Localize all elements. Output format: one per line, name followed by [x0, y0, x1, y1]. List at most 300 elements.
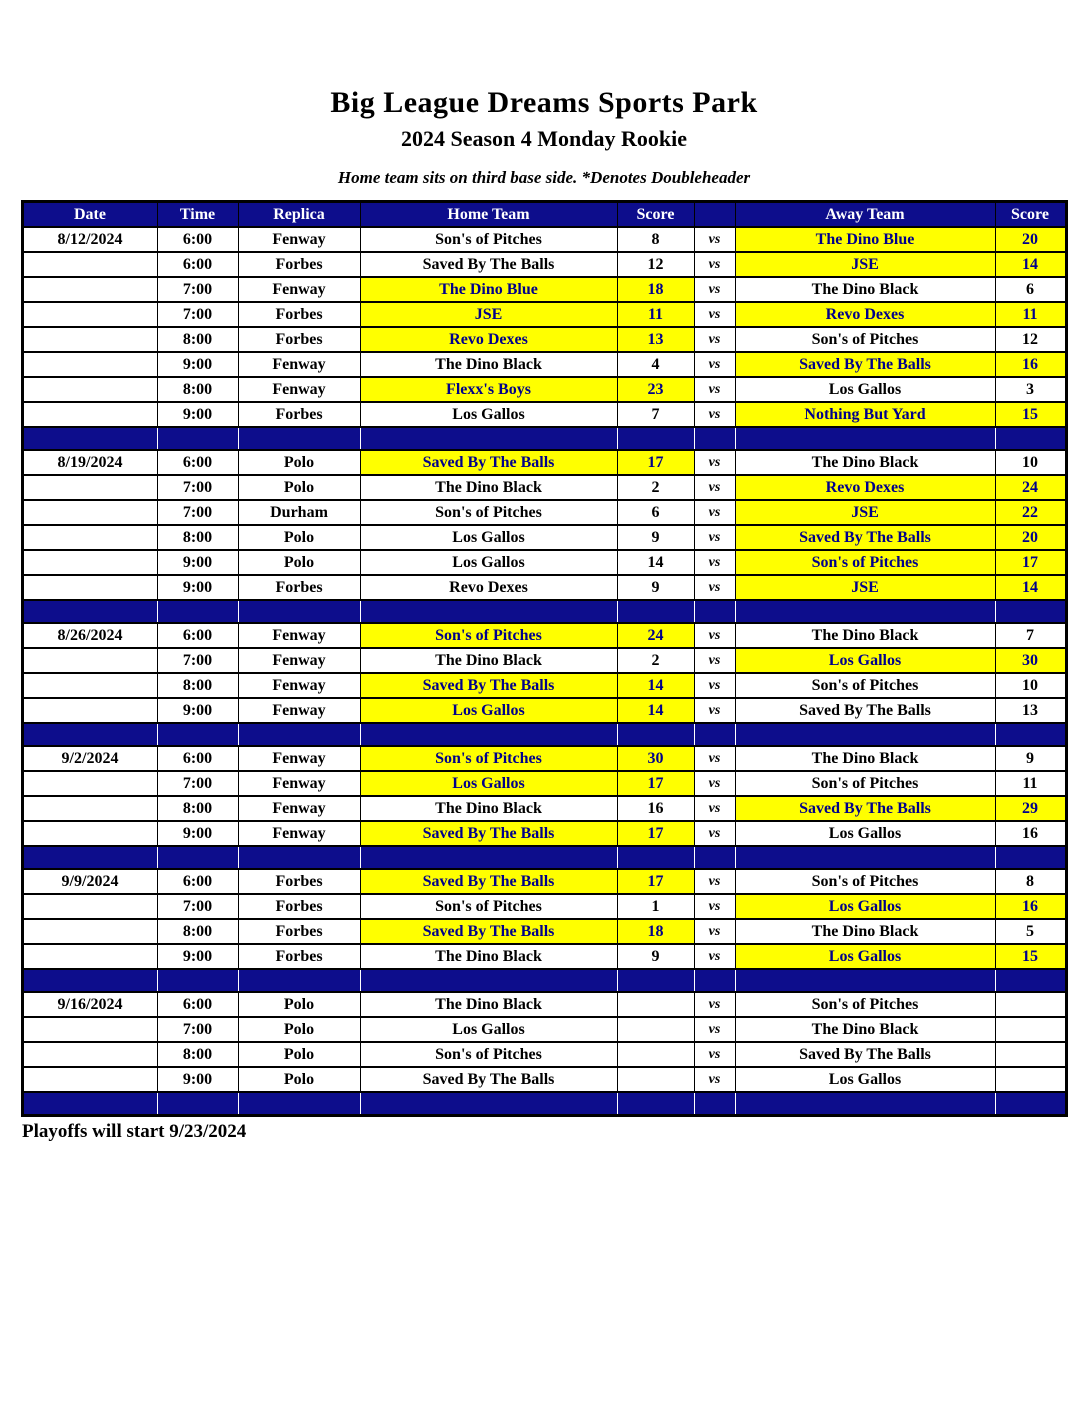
date-cell	[22, 944, 157, 969]
away-score-cell: 10	[995, 450, 1066, 475]
game-row	[22, 402, 1066, 427]
separator-cell	[22, 1092, 157, 1115]
time-cell: 8:00	[157, 796, 238, 821]
col-header-time: Time	[157, 202, 238, 228]
vs-label: vs	[694, 575, 735, 600]
vs-label: vs	[694, 623, 735, 648]
separator-cell	[360, 723, 617, 746]
home-team-cell: Son's of Pitches	[360, 894, 617, 919]
date-cell	[22, 673, 157, 698]
vs-label: vs	[694, 377, 735, 402]
away-score-cell: 10	[995, 673, 1066, 698]
separator-cell	[617, 427, 694, 450]
header-row	[22, 202, 1066, 228]
date-cell	[22, 821, 157, 846]
away-score-cell: 16	[995, 821, 1066, 846]
vs-label: vs	[694, 550, 735, 575]
home-score-cell: 17	[617, 771, 694, 796]
separator-row	[22, 600, 1066, 623]
time-cell: 7:00	[157, 302, 238, 327]
time-cell: 6:00	[157, 227, 238, 252]
replica-cell: Fenway	[238, 796, 360, 821]
separator-cell	[238, 969, 360, 992]
col-header-replica: Replica	[238, 202, 360, 228]
col-header-date: Date	[22, 202, 157, 228]
date-cell	[22, 1042, 157, 1067]
vs-label: vs	[694, 673, 735, 698]
game-row	[22, 1067, 1066, 1092]
game-row	[22, 475, 1066, 500]
vs-label: vs	[694, 1017, 735, 1042]
home-score-cell: 12	[617, 252, 694, 277]
separator-cell	[22, 969, 157, 992]
away-team-cell: Los Gallos	[735, 944, 995, 969]
away-team-cell: The Dino Black	[735, 919, 995, 944]
away-team-cell: Son's of Pitches	[735, 771, 995, 796]
schedule-table	[21, 200, 1068, 1117]
game-row	[22, 227, 1066, 252]
time-cell: 9:00	[157, 1067, 238, 1092]
replica-cell: Polo	[238, 550, 360, 575]
separator-cell	[238, 600, 360, 623]
separator-cell	[995, 1092, 1066, 1115]
vs-label: vs	[694, 746, 735, 771]
home-team-cell: Saved By The Balls	[360, 1067, 617, 1092]
home-team-cell: Son's of Pitches	[360, 623, 617, 648]
game-row	[22, 302, 1066, 327]
away-team-cell: JSE	[735, 252, 995, 277]
home-score-cell: 24	[617, 623, 694, 648]
away-score-cell: 5	[995, 919, 1066, 944]
col-header-away-score: Score	[995, 202, 1066, 228]
separator-cell	[694, 846, 735, 869]
vs-label: vs	[694, 944, 735, 969]
home-score-cell: 14	[617, 550, 694, 575]
home-team-cell: Saved By The Balls	[360, 450, 617, 475]
home-score-cell: 16	[617, 796, 694, 821]
date-cell	[22, 894, 157, 919]
game-row	[22, 550, 1066, 575]
home-score-cell	[617, 1042, 694, 1067]
schedule-body	[22, 227, 1066, 1115]
away-score-cell	[995, 1017, 1066, 1042]
away-team-cell: The Dino Black	[735, 277, 995, 302]
separator-cell	[617, 1092, 694, 1115]
separator-row	[22, 846, 1066, 869]
separator-cell	[694, 427, 735, 450]
home-team-cell: The Dino Black	[360, 796, 617, 821]
separator-cell	[735, 969, 995, 992]
time-cell: 7:00	[157, 475, 238, 500]
vs-label: vs	[694, 525, 735, 550]
date-cell	[22, 698, 157, 723]
separator-cell	[995, 723, 1066, 746]
home-team-cell: Son's of Pitches	[360, 1042, 617, 1067]
vs-label: vs	[694, 402, 735, 427]
separator-row	[22, 1092, 1066, 1115]
home-score-cell: 9	[617, 575, 694, 600]
game-row	[22, 796, 1066, 821]
separator-cell	[157, 969, 238, 992]
home-team-cell: The Dino Black	[360, 475, 617, 500]
away-score-cell: 17	[995, 550, 1066, 575]
replica-cell: Forbes	[238, 919, 360, 944]
vs-label: vs	[694, 227, 735, 252]
away-score-cell	[995, 1042, 1066, 1067]
away-score-cell: 9	[995, 746, 1066, 771]
home-score-cell	[617, 1067, 694, 1092]
date-cell	[22, 377, 157, 402]
home-score-cell: 14	[617, 698, 694, 723]
replica-cell: Fenway	[238, 771, 360, 796]
separator-cell	[360, 846, 617, 869]
away-team-cell: The Dino Black	[735, 450, 995, 475]
home-score-cell: 11	[617, 302, 694, 327]
away-score-cell: 11	[995, 771, 1066, 796]
home-score-cell: 8	[617, 227, 694, 252]
game-row	[22, 1042, 1066, 1067]
game-row	[22, 352, 1066, 377]
time-cell: 7:00	[157, 894, 238, 919]
away-team-cell: Nothing But Yard	[735, 402, 995, 427]
away-score-cell: 3	[995, 377, 1066, 402]
playoffs-note: Playoffs will start 9/23/2024	[22, 1120, 247, 1142]
time-cell: 9:00	[157, 575, 238, 600]
time-cell: 9:00	[157, 944, 238, 969]
replica-cell: Fenway	[238, 227, 360, 252]
date-cell	[22, 277, 157, 302]
away-team-cell: Los Gallos	[735, 648, 995, 673]
game-row	[22, 821, 1066, 846]
vs-label: vs	[694, 869, 735, 894]
replica-cell: Fenway	[238, 648, 360, 673]
time-cell: 7:00	[157, 500, 238, 525]
vs-label: vs	[694, 992, 735, 1017]
time-cell: 8:00	[157, 1042, 238, 1067]
vs-label: vs	[694, 252, 735, 277]
away-score-cell	[995, 1067, 1066, 1092]
date-cell	[22, 575, 157, 600]
away-team-cell: Son's of Pitches	[735, 550, 995, 575]
away-team-cell: Los Gallos	[735, 894, 995, 919]
game-row	[22, 575, 1066, 600]
home-team-cell: Flexx's Boys	[360, 377, 617, 402]
away-team-cell: Son's of Pitches	[735, 327, 995, 352]
away-score-cell	[995, 992, 1066, 1017]
home-score-cell: 1	[617, 894, 694, 919]
separator-cell	[22, 723, 157, 746]
replica-cell: Fenway	[238, 698, 360, 723]
home-team-cell: Son's of Pitches	[360, 227, 617, 252]
game-row	[22, 500, 1066, 525]
date-cell: 8/26/2024	[22, 623, 157, 648]
away-score-cell: 13	[995, 698, 1066, 723]
home-score-cell: 17	[617, 450, 694, 475]
vs-label: vs	[694, 1042, 735, 1067]
home-score-cell: 6	[617, 500, 694, 525]
away-team-cell: Los Gallos	[735, 821, 995, 846]
home-score-cell: 9	[617, 525, 694, 550]
separator-cell	[360, 600, 617, 623]
replica-cell: Forbes	[238, 894, 360, 919]
away-score-cell: 8	[995, 869, 1066, 894]
vs-label: vs	[694, 919, 735, 944]
home-team-cell: The Dino Black	[360, 944, 617, 969]
time-cell: 8:00	[157, 919, 238, 944]
vs-label: vs	[694, 500, 735, 525]
home-team-cell: Revo Dexes	[360, 327, 617, 352]
separator-cell	[995, 846, 1066, 869]
home-score-cell: 30	[617, 746, 694, 771]
away-score-cell: 20	[995, 227, 1066, 252]
replica-cell: Forbes	[238, 252, 360, 277]
time-cell: 9:00	[157, 550, 238, 575]
game-row	[22, 327, 1066, 352]
replica-cell: Fenway	[238, 673, 360, 698]
date-cell	[22, 550, 157, 575]
away-score-cell: 16	[995, 894, 1066, 919]
away-score-cell: 6	[995, 277, 1066, 302]
away-score-cell: 14	[995, 575, 1066, 600]
home-team-cell: Saved By The Balls	[360, 869, 617, 894]
away-score-cell: 12	[995, 327, 1066, 352]
separator-row	[22, 723, 1066, 746]
home-score-cell: 2	[617, 475, 694, 500]
separator-cell	[694, 723, 735, 746]
game-row	[22, 919, 1066, 944]
separator-cell	[238, 846, 360, 869]
replica-cell: Polo	[238, 1067, 360, 1092]
home-score-cell: 14	[617, 673, 694, 698]
replica-cell: Polo	[238, 475, 360, 500]
col-header-away-team: Away Team	[735, 202, 995, 228]
separator-cell	[694, 600, 735, 623]
away-score-cell: 15	[995, 402, 1066, 427]
vs-label: vs	[694, 352, 735, 377]
separator-cell	[22, 427, 157, 450]
separator-cell	[735, 1092, 995, 1115]
game-row	[22, 623, 1066, 648]
away-score-cell: 20	[995, 525, 1066, 550]
home-team-cell: The Dino Blue	[360, 277, 617, 302]
separator-cell	[995, 600, 1066, 623]
home-score-cell	[617, 1017, 694, 1042]
home-team-cell: Saved By The Balls	[360, 673, 617, 698]
separator-cell	[617, 969, 694, 992]
time-cell: 9:00	[157, 402, 238, 427]
away-score-cell: 24	[995, 475, 1066, 500]
separator-cell	[995, 427, 1066, 450]
time-cell: 6:00	[157, 252, 238, 277]
game-row	[22, 450, 1066, 475]
page-subtitle: 2024 Season 4 Monday Rookie	[400, 126, 688, 151]
replica-cell: Fenway	[238, 746, 360, 771]
vs-label: vs	[694, 894, 735, 919]
game-row	[22, 698, 1066, 723]
home-team-cell: Saved By The Balls	[360, 919, 617, 944]
home-score-cell: 17	[617, 821, 694, 846]
vs-label: vs	[694, 327, 735, 352]
page-title: Big League Dreams Sports Park	[330, 86, 758, 119]
separator-cell	[735, 723, 995, 746]
game-row	[22, 648, 1066, 673]
away-team-cell: The Dino Black	[735, 1017, 995, 1042]
home-score-cell	[617, 992, 694, 1017]
separator-cell	[22, 846, 157, 869]
home-team-cell: The Dino Black	[360, 992, 617, 1017]
away-team-cell: Saved By The Balls	[735, 1042, 995, 1067]
away-team-cell: Los Gallos	[735, 1067, 995, 1092]
date-cell	[22, 475, 157, 500]
replica-cell: Durham	[238, 500, 360, 525]
date-cell	[22, 352, 157, 377]
away-team-cell: Los Gallos	[735, 377, 995, 402]
home-team-cell: The Dino Black	[360, 648, 617, 673]
time-cell: 8:00	[157, 377, 238, 402]
date-cell	[22, 252, 157, 277]
separator-cell	[694, 1092, 735, 1115]
date-cell	[22, 1067, 157, 1092]
vs-label: vs	[694, 698, 735, 723]
home-team-cell: Saved By The Balls	[360, 252, 617, 277]
replica-cell: Forbes	[238, 327, 360, 352]
home-team-cell: JSE	[360, 302, 617, 327]
separator-row	[22, 427, 1066, 450]
time-cell: 8:00	[157, 327, 238, 352]
col-header-home-score: Score	[617, 202, 694, 228]
home-score-cell: 18	[617, 919, 694, 944]
separator-cell	[157, 846, 238, 869]
date-cell	[22, 402, 157, 427]
game-row	[22, 377, 1066, 402]
col-header-vs	[694, 202, 735, 228]
separator-cell	[360, 427, 617, 450]
away-team-cell: Son's of Pitches	[735, 869, 995, 894]
game-row	[22, 746, 1066, 771]
time-cell: 6:00	[157, 869, 238, 894]
replica-cell: Fenway	[238, 821, 360, 846]
away-score-cell: 29	[995, 796, 1066, 821]
away-team-cell: Son's of Pitches	[735, 992, 995, 1017]
game-row	[22, 771, 1066, 796]
game-row	[22, 869, 1066, 894]
separator-cell	[617, 846, 694, 869]
vs-label: vs	[694, 648, 735, 673]
home-team-cell: Los Gallos	[360, 771, 617, 796]
date-cell	[22, 771, 157, 796]
time-cell: 8:00	[157, 525, 238, 550]
time-cell: 7:00	[157, 771, 238, 796]
separator-cell	[735, 600, 995, 623]
game-row	[22, 1017, 1066, 1042]
date-cell	[22, 1017, 157, 1042]
document-header	[0, 86, 1088, 188]
replica-cell: Polo	[238, 450, 360, 475]
separator-cell	[22, 600, 157, 623]
away-team-cell: Revo Dexes	[735, 475, 995, 500]
date-cell	[22, 919, 157, 944]
replica-cell: Forbes	[238, 302, 360, 327]
home-team-cell: Revo Dexes	[360, 575, 617, 600]
home-team-cell: The Dino Black	[360, 352, 617, 377]
time-cell: 9:00	[157, 821, 238, 846]
home-team-cell: Son's of Pitches	[360, 746, 617, 771]
home-score-cell: 4	[617, 352, 694, 377]
date-cell: 9/2/2024	[22, 746, 157, 771]
replica-cell: Polo	[238, 992, 360, 1017]
separator-cell	[157, 427, 238, 450]
date-cell	[22, 796, 157, 821]
away-team-cell: Saved By The Balls	[735, 525, 995, 550]
game-row	[22, 525, 1066, 550]
replica-cell: Forbes	[238, 575, 360, 600]
away-team-cell: Saved By The Balls	[735, 352, 995, 377]
game-row	[22, 252, 1066, 277]
vs-label: vs	[694, 796, 735, 821]
home-team-cell: Los Gallos	[360, 698, 617, 723]
replica-cell: Fenway	[238, 623, 360, 648]
time-cell: 6:00	[157, 623, 238, 648]
home-score-cell: 18	[617, 277, 694, 302]
separator-cell	[360, 1092, 617, 1115]
game-row	[22, 944, 1066, 969]
home-team-note: Home team sits on third base side. *Denotes Doubleheader	[337, 168, 751, 187]
vs-label: vs	[694, 302, 735, 327]
home-team-cell: Los Gallos	[360, 550, 617, 575]
away-team-cell: Revo Dexes	[735, 302, 995, 327]
away-score-cell: 7	[995, 623, 1066, 648]
home-score-cell: 23	[617, 377, 694, 402]
date-cell	[22, 302, 157, 327]
away-team-cell: JSE	[735, 575, 995, 600]
away-score-cell: 16	[995, 352, 1066, 377]
game-row	[22, 894, 1066, 919]
separator-cell	[157, 723, 238, 746]
away-score-cell: 14	[995, 252, 1066, 277]
time-cell: 7:00	[157, 277, 238, 302]
away-score-cell: 30	[995, 648, 1066, 673]
time-cell: 8:00	[157, 673, 238, 698]
separator-cell	[238, 427, 360, 450]
vs-label: vs	[694, 821, 735, 846]
home-team-cell: Saved By The Balls	[360, 821, 617, 846]
game-row	[22, 992, 1066, 1017]
replica-cell: Forbes	[238, 944, 360, 969]
home-score-cell: 7	[617, 402, 694, 427]
separator-cell	[694, 969, 735, 992]
replica-cell: Fenway	[238, 377, 360, 402]
time-cell: 7:00	[157, 1017, 238, 1042]
date-cell	[22, 327, 157, 352]
vs-label: vs	[694, 475, 735, 500]
time-cell: 9:00	[157, 352, 238, 377]
time-cell: 6:00	[157, 746, 238, 771]
time-cell: 7:00	[157, 648, 238, 673]
home-team-cell: Los Gallos	[360, 525, 617, 550]
away-team-cell: The Dino Black	[735, 746, 995, 771]
separator-cell	[995, 969, 1066, 992]
date-cell: 9/9/2024	[22, 869, 157, 894]
home-score-cell: 17	[617, 869, 694, 894]
date-cell: 8/19/2024	[22, 450, 157, 475]
away-score-cell: 11	[995, 302, 1066, 327]
separator-cell	[238, 723, 360, 746]
separator-cell	[157, 1092, 238, 1115]
date-cell	[22, 525, 157, 550]
separator-cell	[617, 723, 694, 746]
separator-row	[22, 969, 1066, 992]
home-score-cell: 13	[617, 327, 694, 352]
